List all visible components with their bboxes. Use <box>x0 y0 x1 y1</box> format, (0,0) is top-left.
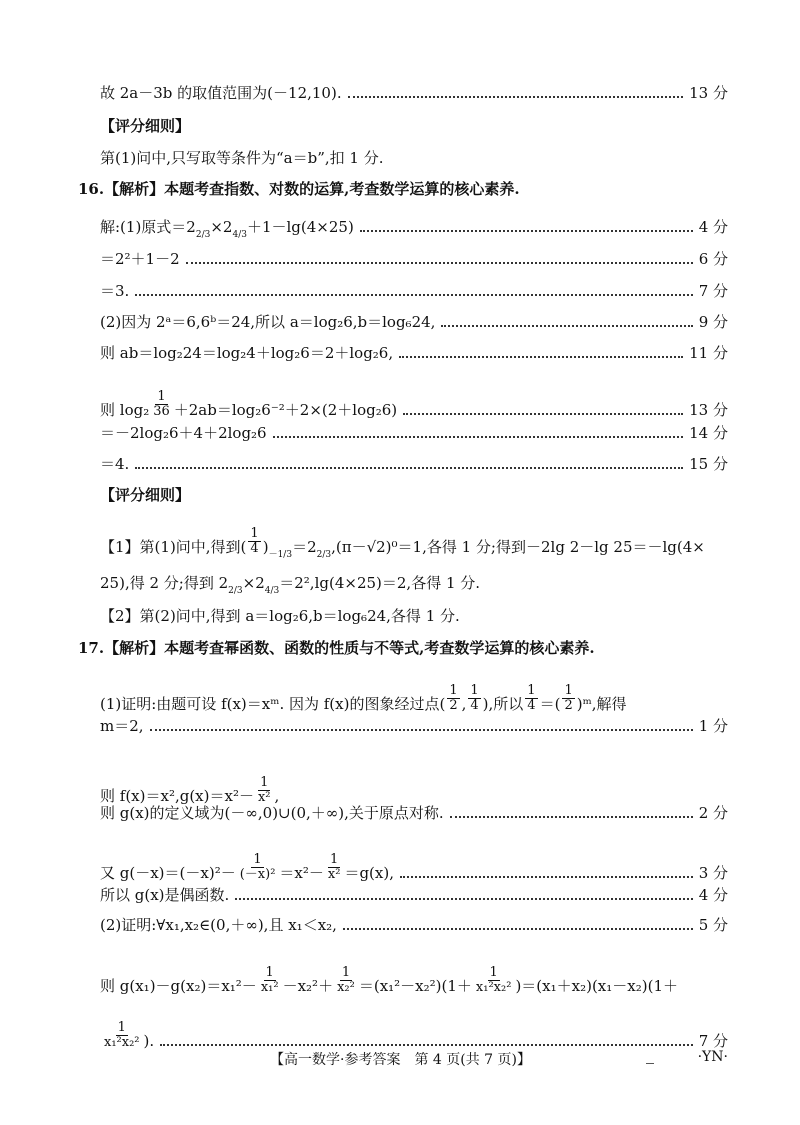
line <box>100 151 728 166</box>
text: ＝g(x), <box>344 864 394 883</box>
text: ＝3. <box>100 282 130 300</box>
score: 4 分 <box>698 218 728 236</box>
fraction <box>102 1021 142 1049</box>
line <box>100 390 728 418</box>
numerator: 1 <box>260 775 269 790</box>
denominator: 4 <box>527 697 536 713</box>
text: 所以 g(x)是偶函数. <box>100 886 230 904</box>
numerator: 1 <box>253 852 262 867</box>
denominator: 2 <box>564 697 573 713</box>
dot-leader <box>399 356 683 358</box>
dot-leader <box>403 413 683 415</box>
denominator: x₁²x₂² <box>475 979 512 995</box>
fraction <box>562 684 574 712</box>
text: 25),得 2 分;得到 2 <box>100 574 229 592</box>
text: 17.【解析】本题考查幂函数、函数的性质与不等式,考查数学运算的核心素养. <box>78 639 595 657</box>
text: m＝2, <box>100 717 144 735</box>
text: 【2】第(2)问中,得到 a＝log₂6,b＝log₆24,各得 1 分. <box>100 607 460 625</box>
numerator: 1 <box>330 852 339 867</box>
numerator: 1 <box>470 683 479 698</box>
denominator: 36 <box>153 403 170 419</box>
fraction <box>335 966 357 994</box>
numerator: 1 <box>564 683 573 698</box>
score: 7 分 <box>698 282 728 300</box>
denominator: 4 <box>470 697 479 713</box>
line <box>100 719 728 734</box>
numerator: 1 <box>341 965 351 980</box>
score: 13 分 <box>689 401 728 420</box>
footer-code: ·YN· <box>697 1049 728 1065</box>
denominator: 2 <box>449 697 458 713</box>
line <box>100 888 728 903</box>
numerator: 1 <box>157 389 166 404</box>
text: 解:(1)原式＝2 <box>100 218 196 236</box>
text: ) <box>262 538 269 557</box>
dot-leader <box>273 436 684 438</box>
text: ＝x²－ <box>279 864 324 883</box>
text: ×2 <box>242 574 265 592</box>
text: )＝(x₁＋x₂)(x₁－x₂)(1＋ <box>515 977 678 996</box>
denominator: x₂² <box>337 979 355 995</box>
line <box>100 284 728 299</box>
dot-leader <box>135 294 692 296</box>
score: 15 分 <box>689 455 728 473</box>
text: ＋2ab＝log₂6⁻²＋2×(2＋log₂6) <box>173 401 398 420</box>
text: 【评分细则】 <box>100 486 191 504</box>
fraction <box>468 684 480 712</box>
fraction <box>151 390 172 418</box>
dot-leader <box>150 729 693 731</box>
text: 故 2a－3b 的取值范围为(－12,10). <box>100 84 342 102</box>
dot-leader <box>186 262 693 264</box>
fraction <box>248 527 260 555</box>
fraction <box>525 684 537 712</box>
line <box>100 346 728 361</box>
score: 1 分 <box>698 717 728 735</box>
dot-leader <box>235 898 692 900</box>
score: 6 分 <box>698 250 728 268</box>
text: (2)因为 2ᵃ＝6,6ᵇ＝24,所以 a＝log₂6,b＝log₆24, <box>100 313 436 331</box>
numerator: 1 <box>250 526 259 541</box>
fraction <box>256 776 273 804</box>
line <box>100 966 728 994</box>
text: ＝4. <box>100 455 130 473</box>
text: ＝－2log₂6＋4＋2log₂6 <box>100 424 267 442</box>
text: 第(1)问中,只写取等条件为“a＝b”,扣 1 分. <box>100 149 384 167</box>
dot-leader <box>400 876 693 878</box>
line <box>100 252 728 267</box>
numerator: 1 <box>265 965 274 980</box>
score: 4 分 <box>698 886 728 904</box>
question-17-heading <box>78 641 728 656</box>
score: 7 分 <box>698 1032 728 1051</box>
denominator: x² <box>257 789 271 805</box>
fraction <box>259 966 281 994</box>
dot-leader <box>348 96 684 98</box>
line <box>100 426 728 441</box>
line <box>100 1021 728 1049</box>
text: ＝2²＋1－2 <box>100 250 180 268</box>
line: 解:(1)原式＝2 2/3 ×2 4/3 ＋1－lg(4×25) 4 分 <box>100 218 728 240</box>
score: 13 分 <box>689 84 728 102</box>
line <box>100 457 728 472</box>
line <box>100 806 728 821</box>
footer-title: 【高一数学·参考答案 第 4 页(共 7 页)】 <box>270 1052 531 1068</box>
score: 2 分 <box>698 804 728 822</box>
denominator: x₁²x₂² <box>104 1034 140 1050</box>
fraction <box>238 853 278 881</box>
text: ＝( <box>539 695 561 714</box>
line <box>100 315 728 330</box>
text: (1)证明:由题可设 f(x)＝xᵐ. 因为 f(x)的图象经过点( <box>100 695 446 714</box>
text: )ᵐ,解得 <box>576 695 627 714</box>
numerator: 1 <box>527 683 536 698</box>
dot-leader <box>343 928 693 930</box>
score: 14 分 <box>689 424 728 442</box>
text: 【评分细则】 <box>100 117 191 135</box>
dot-leader <box>441 325 692 327</box>
grading-heading <box>100 488 728 503</box>
line <box>100 918 728 933</box>
line: 【1】第(1)问中,得到( $\frac{1}{4}$ ) －1/3 ＝2 2/3 ,(π－√2)⁰＝1,各得 1 分;得到－2lg 2－lg 25＝－lg(4× <box>100 526 705 561</box>
dot-leader <box>450 816 693 818</box>
score: 9 分 <box>698 313 728 331</box>
fraction <box>447 684 459 712</box>
denominator: x₁² <box>260 979 279 995</box>
text: ＝2²,lg(4×25)＝2,各得 1 分. <box>279 574 481 592</box>
question-16-heading <box>78 182 728 197</box>
text: 则 ab＝log₂24＝log₂4＋log₂6＝2＋log₂6, <box>100 344 394 362</box>
dot-leader <box>135 467 683 469</box>
line: 25),得 2 分;得到 2 2/3 ×2 4/3 ＝2²,lg(4×25)＝2,各得 1 分. <box>100 574 481 596</box>
text: ＋1－lg(4×25) <box>246 218 354 236</box>
line <box>100 853 728 881</box>
text: －x₂²＋ <box>282 977 334 996</box>
fraction <box>474 966 514 994</box>
text: 16.【解析】本题考查指数、对数的运算,考查数学运算的核心素养. <box>78 180 520 198</box>
denominator: x² <box>327 866 341 882</box>
line: (1)证明:由题可设 f(x)＝xᵐ. 因为 f(x)的图象经过点( $\frac{1}{2}$ , $\frac{1}{4}$ ),所以 $\frac{1}{4}$ ＝( $\frac{1}{2}$ )ᵐ,解得 <box>100 683 627 714</box>
denominator: (－x)² <box>239 866 276 882</box>
numerator: 1 <box>117 1020 126 1035</box>
dot-leader <box>360 230 693 232</box>
text: ),所以 <box>482 695 524 714</box>
text: , <box>274 787 280 806</box>
text: 则 g(x₁)－g(x₂)＝x₁²－ <box>100 977 257 996</box>
line <box>100 776 728 804</box>
footer-mark <box>646 1063 654 1064</box>
dot-leader <box>160 1044 693 1046</box>
text: ＝2 <box>292 538 317 557</box>
text: 则 g(x)的定义域为(－∞,0)∪(0,＋∞),关于原点对称. <box>100 804 444 822</box>
line <box>100 609 728 624</box>
text: ×2 <box>210 218 233 236</box>
score: 5 分 <box>698 916 728 934</box>
text: 则 f(x)＝x²,g(x)＝x²－ <box>100 787 254 806</box>
text: ,(π－√2)⁰＝1,各得 1 分;得到－2lg 2－lg 25＝－lg(4× <box>331 538 705 557</box>
text: 又 g(－x)＝(－x)²－ <box>100 864 236 883</box>
grading-heading <box>100 119 728 134</box>
page-footer <box>0 1049 800 1073</box>
denominator: 4 <box>250 540 259 556</box>
fraction <box>326 853 343 881</box>
text: ). <box>143 1032 155 1051</box>
numerator: 1 <box>489 965 498 980</box>
text: 【1】第(1)问中,得到( <box>100 538 247 557</box>
text: (2)证明:∀x₁,x₂∈(0,＋∞),且 x₁＜x₂, <box>100 916 337 934</box>
score: 3 分 <box>698 864 728 883</box>
text: ＝(x₁²－x₂²)(1＋ <box>358 977 472 996</box>
score: 11 分 <box>689 344 728 362</box>
text: 则 log₂ <box>100 401 150 420</box>
numerator: 1 <box>449 683 458 698</box>
line <box>100 86 728 101</box>
